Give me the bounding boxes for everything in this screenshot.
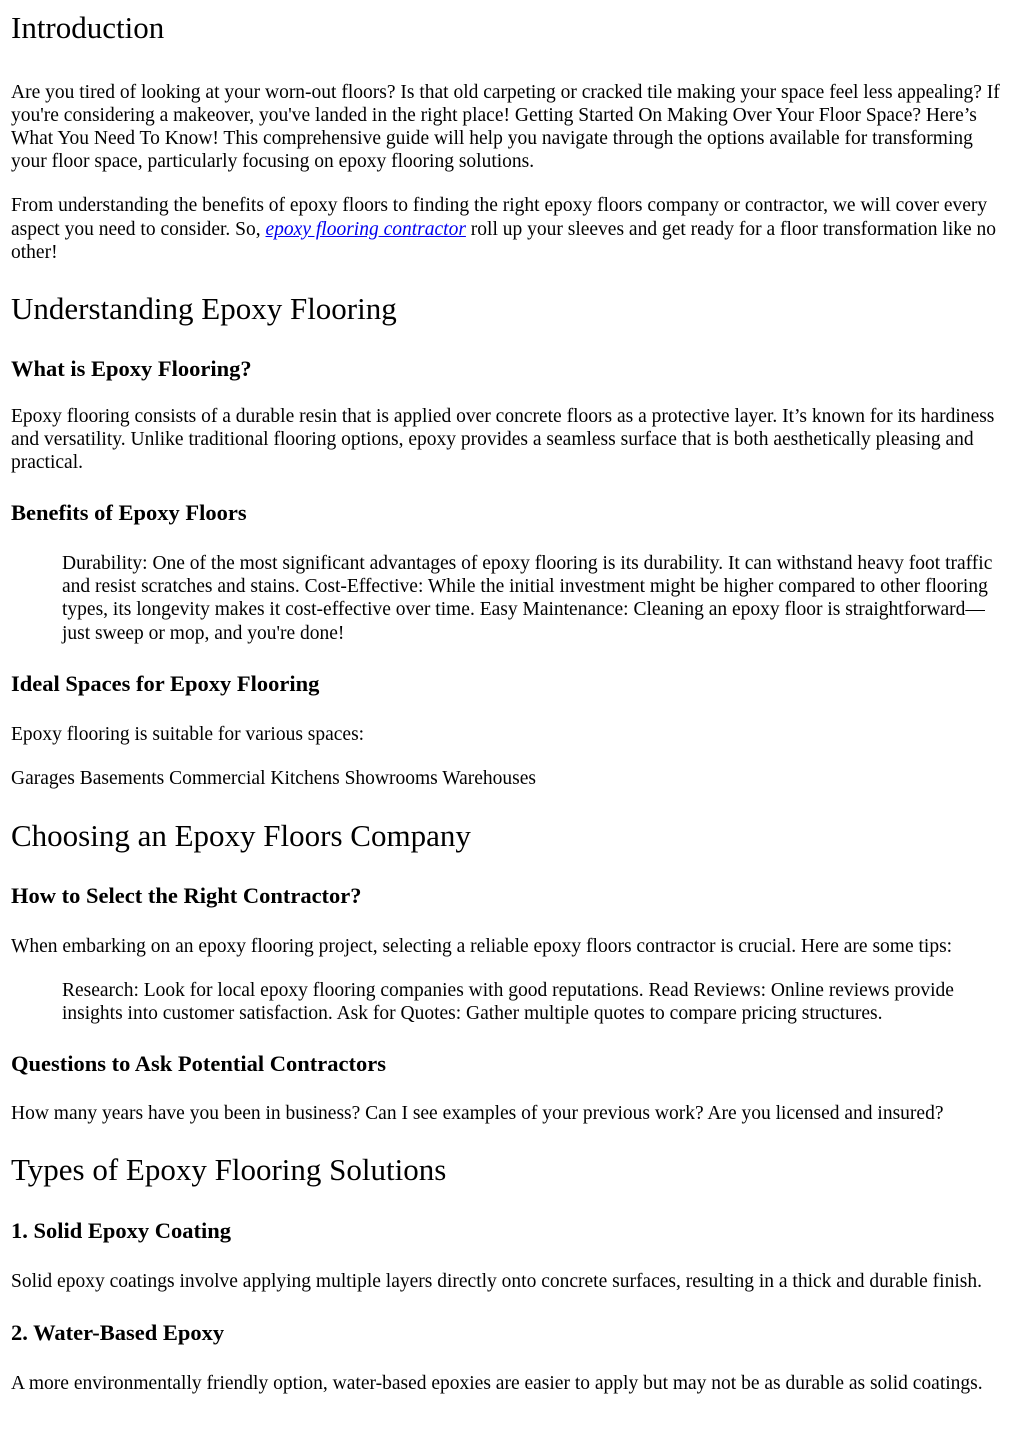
ideal-spaces-intro: Epoxy flooring is suitable for various spaces: <box>11 723 365 745</box>
select-contractor-text: When embarking on an epoxy flooring project, selecting a reliable epoxy floors contractor is crucial. Here are some tips: <box>11 935 953 957</box>
contractor-tips-list: Research: Look for local epoxy flooring companies with good reputations. Read Reviews: Online reviews provide insights into customer satisfaction. Ask for Quotes: Gather multiple quotes to compare pricing structures. <box>62 979 954 1025</box>
choosing-company-heading: Choosing an Epoxy Floors Company <box>11 818 471 854</box>
questions-list: How many years have you been in business? Can I see examples of your previous work? Are you licensed and insured? <box>11 1103 944 1125</box>
introduction-paragraph-2 <box>11 194 1013 264</box>
epoxy-flooring-contractor-link[interactable]: epoxy flooring contractor <box>265 218 466 240</box>
what-is-epoxy-heading: What is Epoxy Flooring? <box>11 355 252 381</box>
introduction-paragraph-1: Are you tired of looking at your worn-out floors? Is that old carpeting or cracked tile making your space feel less appealing? If you're considering a makeover, you've landed in the right place! Getting Started On Making Over Your Floor Space? Here’s What You Need To Know! This comprehensive guide will help you navigate through the options available for transforming your floor space, particularly focusing on epoxy flooring solutions. <box>11 81 1000 173</box>
ideal-spaces-list: Garages Basements Commercial Kitchens Showrooms Warehouses <box>11 767 536 789</box>
solid-epoxy-heading: 1. Solid Epoxy Coating <box>11 1218 232 1243</box>
water-based-epoxy-heading: 2. Water-Based Epoxy <box>11 1320 225 1346</box>
what-is-epoxy-text: Epoxy flooring consists of a durable resin that is applied over concrete floors as a protective layer. It’s known for its hardiness and versatility. Unlike traditional flooring options, epoxy provides a seamless surface that is both aesthetically pleasing and practical. <box>11 405 995 473</box>
water-based-epoxy-text: A more environmentally friendly option, water-based epoxies are easier to apply but may not be as durable as solid coatings. <box>11 1372 983 1394</box>
understanding-epoxy-heading: Understanding Epoxy Flooring <box>11 291 397 327</box>
introduction-heading: Introduction <box>11 10 165 45</box>
types-heading: Types of Epoxy Flooring Solutions <box>11 1152 447 1188</box>
benefits-heading: Benefits of Epoxy Floors <box>11 500 247 526</box>
ideal-spaces-heading: Ideal Spaces for Epoxy Flooring <box>11 670 320 696</box>
introduction-paragraph-2-after: roll up your sleeves and get ready for a floor transformation like no other! <box>11 218 997 263</box>
introduction-paragraph-2-before: From understanding the benefits of epoxy floors to finding the right epoxy floors company or contractor, we will cover every aspect you need to consider. So, <box>11 195 988 240</box>
solid-epoxy-text: Solid epoxy coatings involve applying multiple layers directly onto concrete surfaces, resulting in a thick and durable finish. <box>11 1270 982 1292</box>
benefits-list: Durability: One of the most significant advantages of epoxy flooring is its durability. It can withstand heavy foot traffic and resist scratches and stains. Cost-Effective: While the initial investment might be higher compared to other flooring types, its longevity makes it cost-effective over time. Easy Maintenance: Cleaning an epoxy floor is straightforward—just sweep or mop, and you're done! <box>62 553 993 644</box>
select-contractor-heading: How to Select the Right Contractor? <box>11 882 362 908</box>
questions-heading: Questions to Ask Potential Contractors <box>11 1051 386 1077</box>
